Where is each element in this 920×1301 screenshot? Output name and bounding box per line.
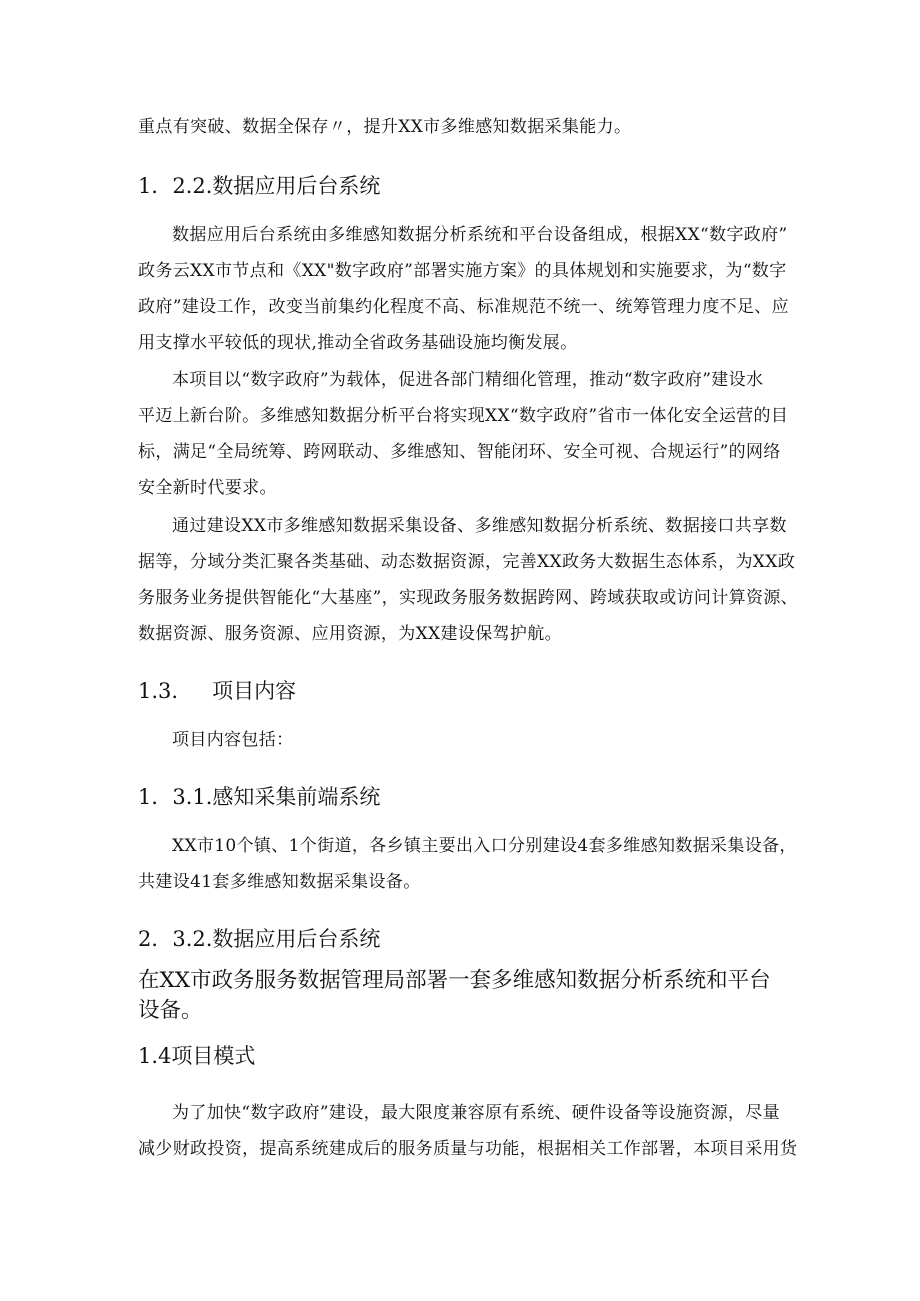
paragraph-line: XX市10个镇、1个街道，各乡镇主要出入口分别建设4套多维感知数据采集设备， <box>172 836 797 856</box>
section-heading-1-3-1: 1．3.1.感知采集前端系统 <box>138 785 381 809</box>
paragraph-line: 政府”建设工作，改变当前集约化程度不高、标准规范不统一、统筹管理力度不足、应 <box>138 297 789 317</box>
paragraph-line: 重点有突破、数据全保存〃，提升XX市多维感知数据采集能力。 <box>138 117 632 137</box>
section-number: 1.3. <box>138 679 179 703</box>
paragraph-line: 通过建设XX市多维感知数据采集设备、多维感知数据分析系统、数据接口共享数 <box>172 516 787 536</box>
paragraph-line: 数据应用后台系统由多维感知数据分析系统和平台设备组成，根据XX“数字政府” <box>172 225 788 245</box>
paragraph-line: 安全新时代要求。 <box>138 478 277 498</box>
paragraph-line: 平迈上新台阶。多维感知数据分析平台将实现XX“数字政府”省市一体化安全运营的目 <box>138 406 789 426</box>
section-heading-2-3-2: 2．3.2.数据应用后台系统 <box>138 927 381 951</box>
paragraph-line: 务服务业务提供智能化“大基座”，实现政务服务数据跨网、跨域获取或访问计算资源、 <box>138 588 799 608</box>
section-heading-1-3 <box>138 676 296 706</box>
paragraph-line: 共建设41套多维感知数据采集设备。 <box>138 872 421 892</box>
section-title: 项目内容 <box>212 679 297 703</box>
paragraph-line: 为了加快“数字政府”建设，最大限度兼容原有系统、硬件设备等设施资源，尽量 <box>172 1103 780 1123</box>
paragraph-line-large: 设备。 <box>138 998 203 1023</box>
paragraph-line: 项目内容包括： <box>172 730 294 750</box>
section-heading-1-2-2: 1．2.2.数据应用后台系统 <box>138 174 381 198</box>
paragraph-line: 数据资源、服务资源、应用资源，为XX建设保驾护航。 <box>138 624 562 644</box>
paragraph-line: 政务云XX市节点和《XX"数字政府”部署实施方案》的具体规划和实施要求，为“数字 <box>138 261 787 281</box>
paragraph-line: 本项目以“数字政府”为载体，促进各部门精细化管理，推动“数字政府”建设水 <box>172 370 764 390</box>
paragraph-line: 用支撑水平较低的现状,推动全省政务基础设施均衡发展。 <box>138 333 578 353</box>
paragraph-line: 据等，分域分类汇聚各类基础、动态数据资源，完善XX政务大数据生态体系，为XX政 <box>138 552 796 572</box>
paragraph-line: 标，满足“全局统筹、跨网联动、多维感知、智能闭环、安全可视、合规运行”的网络 <box>138 442 781 462</box>
paragraph-line-large: 在XX市政务服务数据管理局部署一套多维感知数据分析系统和平台 <box>138 968 771 993</box>
section-heading-1-4: 1.4项目模式 <box>138 1044 256 1068</box>
paragraph-line: 减少财政投资，提高系统建成后的服务质量与功能，根据相关工作部署，本项目采用货 <box>138 1139 798 1159</box>
